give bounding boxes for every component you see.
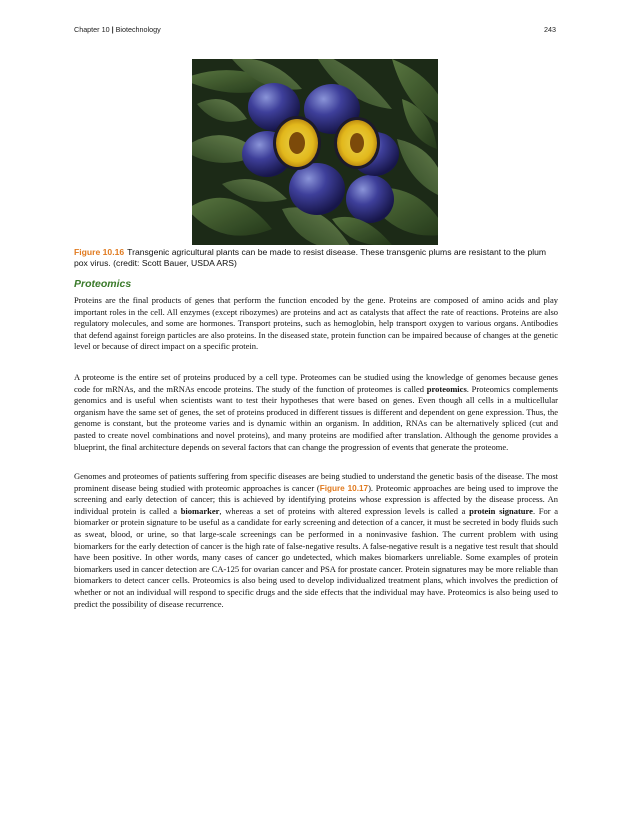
section-heading: Proteomics bbox=[74, 278, 132, 290]
plum-photograph bbox=[192, 59, 438, 245]
key-term-proteomics: proteomics bbox=[426, 383, 467, 394]
key-term-protein-signature: protein signature bbox=[469, 505, 533, 516]
page-number: 243 bbox=[544, 25, 556, 34]
chapter-title: Chapter 10 | Biotechnology bbox=[74, 25, 161, 34]
figure-caption bbox=[74, 247, 558, 269]
caption-text: Transgenic agricultural plants can be made to resist disease. These transgenic plums are resistant to the plum pox virus. (credit: Scott Bauer, USDA ARS) bbox=[74, 247, 547, 268]
paragraph-3: Genomes and proteomes of patients suffering from specific diseases are being studied to understand the genetic basis of the disease. The most prominent disease being studied with proteomic approaches is cancer (Figure 10.17). Proteomic approaches are being used to improve the screening and early detection of cancer; this is achieved by identifying proteins whose expression is affected by the disease process. An individual protein is called a biomarker, whereas a set of proteins with altered expression levels is called a protein signature. For a biomarker or protein signature to be useful as a candidate for early screening and detection of a cancer, it must be secreted in body fluids such as sweat, blood, or urine, so that large-scale screenings can be performed in a noninvasive fashion. The current problem with using biomarkers for the early detection of cancer is the high rate of false-negative results. A false-negative result is a negative test result that should have been positive. In other words, many cases of cancer go undetected, which makes biomarkers unreliable. Some examples of protein biomarkers used in cancer detection are CA-125 for ovarian cancer and PSA for prostate cancer. Protein signatures may be more reliable than biomarkers to detect cancer cells. Proteomics is also being used to develop individualized treatment plans, which involves the prediction of whether or not an individual will respond to specific drugs and the side effects that the individual may have. Proteomics is also being used to predict the possibility of disease recurrence. bbox=[74, 471, 559, 609]
paragraph-1: Proteins are the final products of genes that perform the function encoded by the gene. Proteins are composed of amino acids and play important roles in the cell. All enzymes (except ribozymes) are proteins and act as catalysts that affect the rate of reactions. Proteins are also regulatory molecules, and some are hormones. Transport proteins, such as hemoglobin, help transport oxygen to various organs. Antibodies that defend against foreign particles are also proteins. In the diseased state, protein function can be impaired because of changes at the genetic level or because of direct impact on a specific protein. bbox=[74, 295, 558, 352]
figure-link[interactable]: Figure 10.17 bbox=[319, 483, 369, 493]
running-header bbox=[74, 25, 556, 37]
figure-label: Figure 10.16 bbox=[74, 247, 125, 257]
paragraph-2: A proteome is the entire set of proteins produced by a cell type. Proteomes can be studied using the knowledge of genomes because genes code for mRNAs, and the mRNAs encode proteins. The study of the function of proteomes is called proteomics. Proteomics complements genomics and is useful when scientists want to test their hypotheses that were based on genes. Even though all cells in a multicellular organism have the same set of genes, the set of proteins produced in different tissues is different and dependent on gene expression. Thus, the genome is constant, but the proteome varies and is dynamic within an organism. In addition, RNAs can be alternatively spliced (cut and pasted to create novel combinations and novel proteins), and many proteins are modified after translation. Although the genome provides a blueprint, the final architecture depends on several factors that can change the progression of events that generate the proteome. bbox=[74, 372, 558, 452]
key-term-biomarker: biomarker bbox=[180, 505, 220, 516]
